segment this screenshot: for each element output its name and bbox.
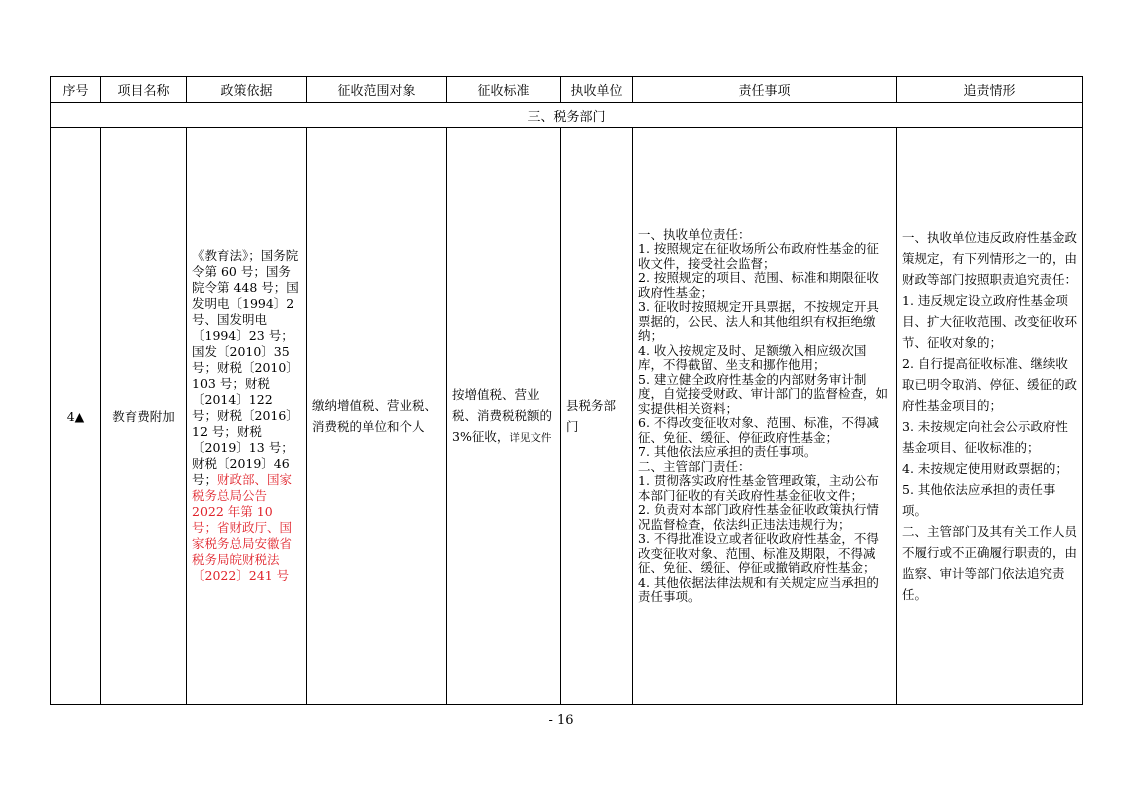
responsibility-item: 1. 贯彻落实政府性基金管理政策，主动公布本部门征收的有关政府性基金征收文件； xyxy=(638,473,879,503)
section-row xyxy=(51,103,1083,128)
standard-note: 详见文件 xyxy=(509,431,552,444)
row-scope: 缴纳增值税、营业税、消费税的单位和个人 xyxy=(307,128,447,705)
responsibility-item: 4. 收入按规定及时、足额缴入相应级次国库，不得截留、坐支和挪作他用； xyxy=(638,342,867,372)
responsibility-item: 2. 按照规定的项目、范围、标准和期限征收政府性基金； xyxy=(638,270,879,300)
header-standard: 征收标准 xyxy=(447,77,561,103)
page-number: - 16 xyxy=(548,713,574,728)
responsibility-item: 二、主管部门责任： xyxy=(638,458,751,474)
policy-basis-text: 《教育法》；国务院令第 60 号；国务院令第 448 号；国发明电〔1994〕2 号、国发明电〔1994〕23 号；国发〔2010〕35 号；财税〔2010〕103 号；财税〔2014〕122 号；财税〔2016〕12 号；财税〔2019〕13 号；财税〔2019〕46 号； xyxy=(192,248,299,487)
header-scope: 征收范围对象 xyxy=(307,77,447,103)
accountability-item: 4. 未按规定使用财政票据的； xyxy=(902,461,1068,476)
accountability-item: 2. 自行提高征收标准、继续收取已明令取消、停征、缓征的政府性基金项目的； xyxy=(902,356,1078,413)
accountability-item: 1. 违反规定设立政府性基金项目、扩大征收范围、改变征收环节、征收对象的； xyxy=(902,293,1078,350)
table-row xyxy=(51,128,1083,705)
header-project-name: 项目名称 xyxy=(101,77,187,103)
policy-table xyxy=(50,76,1083,705)
responsibility-item: 2. 负责对本部门政府性基金征收政策执行情况监督检查，依法纠正违法违规行为； xyxy=(638,502,879,532)
responsibility-item: 5. 建立健全政府性基金的内部财务审计制度，自觉接受财政、审计部门的监督检查，如实提供相关资料； xyxy=(638,371,889,416)
accountability-item: 5. 其他依法应承担的责任事项。 xyxy=(902,482,1056,518)
row-accountability xyxy=(897,128,1083,705)
accountability-item: 一、执收单位违反政府性基金政策规定，有下列情形之一的，由财政等部门按照职责追究责任： xyxy=(902,230,1078,287)
row-project-name: 教育费附加 xyxy=(101,128,187,705)
header-policy-basis: 政策依据 xyxy=(187,77,307,103)
responsibility-item: 4. 其他依据法律法规和有关规定应当承担的责任事项。 xyxy=(638,574,879,604)
responsibility-item: 3. 不得批准设立或者征收政府性基金，不得改变征收对象、范围、标准及期限，不得减征、免征、缓征、停征或撤销政府性基金； xyxy=(638,531,879,575)
row-policy-basis xyxy=(187,128,307,705)
accountability-item: 二、主管部门及其有关工作人员不履行或不正确履行职责的，由监察、审计等部门依法追究责任。 xyxy=(902,524,1078,602)
standard-text: 按增值税、营业税、消费税税额的 3%征收， xyxy=(452,386,553,444)
header-collecting-unit: 执收单位 xyxy=(561,77,633,103)
header-responsibilities: 责任事项 xyxy=(633,77,897,103)
header-seq: 序号 xyxy=(51,77,101,103)
header-accountability: 追责情形 xyxy=(897,77,1083,103)
row-seq: 4▲ xyxy=(51,128,101,705)
section-title: 三、税务部门 xyxy=(51,103,1083,128)
row-responsibilities xyxy=(633,128,897,705)
header-row xyxy=(51,77,1083,103)
responsibility-item: 6. 不得改变征收对象、范围、标准，不得减征、免征、缓征、停征政府性基金； xyxy=(638,415,879,445)
responsibility-item: 1. 按照规定在征收场所公布政府性基金的征收文件，接受社会监督； xyxy=(638,241,879,271)
policy-basis-highlight: 财政部、国家税务总局公告 2022 年第 10 号；省财政厅、国家税务总局安徽省税务局皖财税法〔2022〕241 号 xyxy=(192,472,293,583)
responsibility-item: 7. 其他依法应承担的责任事项。 xyxy=(638,444,817,459)
responsibility-item: 3. 征收时按照规定开具票据，不按规定开具票据的，公民、法人和其他组织有权拒绝缴纳； xyxy=(638,299,879,343)
row-standard xyxy=(447,128,561,705)
row-collecting-unit: 县税务部门 xyxy=(561,128,633,705)
responsibility-item: 一、执收单位责任： xyxy=(638,226,751,242)
accountability-item: 3. 未按规定向社会公示政府性基金项目、征收标准的； xyxy=(902,419,1068,455)
